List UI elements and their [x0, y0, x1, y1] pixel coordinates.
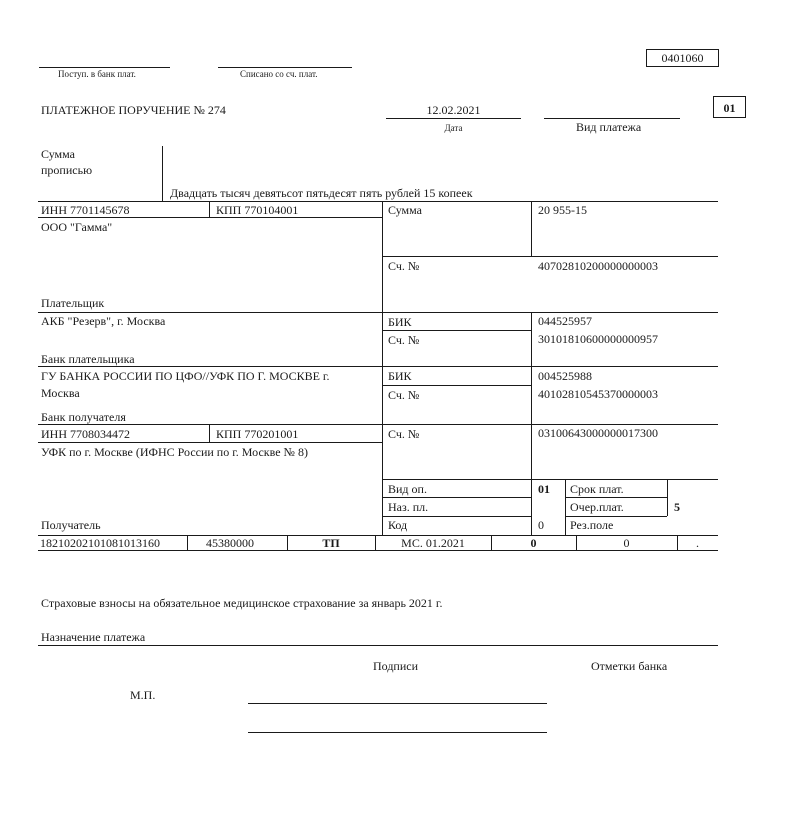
priority-value: 5	[674, 500, 680, 514]
order-date: 12.02.2021	[426, 103, 481, 117]
doc-number-value: 0	[530, 536, 537, 550]
grid-line	[667, 479, 668, 516]
grid-line	[382, 256, 718, 257]
grid-line	[209, 424, 210, 442]
deadline-label: Срок плат.	[570, 482, 624, 496]
payer-kpp: КПП 770104001	[216, 203, 299, 217]
oktmo-value: 45380000	[206, 536, 254, 550]
payee-inn: ИНН 7708034472	[41, 427, 130, 441]
amount-words-divider	[162, 146, 163, 201]
purpose-code-label: Наз. пл.	[388, 500, 429, 514]
grid-line	[38, 424, 718, 425]
grid-line	[531, 366, 532, 424]
signature-line-2	[248, 732, 547, 733]
signatures-label: Подписи	[373, 659, 419, 673]
priority-label: Очер.плат.	[570, 500, 624, 514]
signature-line-1	[248, 703, 547, 704]
payee-name: УФК по г. Москве (ИФНС России по г. Москве № 8)	[41, 445, 308, 459]
reserve-label: Рез.поле	[570, 518, 614, 532]
payer-name: ООО "Гамма"	[41, 220, 113, 234]
doc-date-value: 0	[623, 536, 630, 550]
purpose-label: Назначение платежа	[41, 630, 146, 644]
grid-line	[38, 217, 382, 218]
payer-bank-bik-label: БИК	[388, 315, 412, 329]
received-label: Поступ. в банк плат.	[58, 69, 136, 79]
grid-line	[38, 312, 718, 313]
date-label: Дата	[444, 123, 463, 133]
payee-bank-bik-label: БИК	[388, 369, 412, 383]
code-label: Код	[388, 518, 408, 532]
code-value: 0	[538, 518, 544, 532]
payer-inn: ИНН 7701145678	[41, 203, 130, 217]
payer-bank-label: Банк плательщика	[41, 352, 135, 366]
payee-bank-name-line1: ГУ БАНКА РОССИИ ПО ЦФО//УФК ПО Г. МОСКВЕ г.	[41, 369, 330, 383]
payment-type-line	[544, 118, 680, 119]
purpose-line	[38, 645, 718, 646]
grid-line	[382, 497, 531, 498]
grid-line	[382, 201, 383, 535]
period-value: МС. 01.2021	[401, 536, 465, 550]
operation-type-value: 01	[538, 482, 550, 496]
payer-bank-bik: 044525957	[538, 314, 592, 328]
basis-value: ТП	[322, 536, 340, 550]
payee-bank-account-label: Сч. №	[388, 388, 420, 402]
grid-line	[38, 442, 382, 443]
debited-line	[218, 67, 352, 68]
payee-bank-account: 40102810545370000003	[538, 387, 658, 401]
payer-label: Плательщик	[41, 296, 105, 310]
payee-label: Получатель	[41, 518, 101, 532]
payee-kpp: КПП 770201001	[216, 427, 299, 441]
payer-account: 40702810200000000003	[538, 259, 658, 273]
payee-bank-bik: 004525988	[538, 369, 592, 383]
grid-line	[187, 535, 188, 550]
grid-line	[38, 201, 718, 202]
amount-words-label-2: прописью	[41, 163, 93, 177]
grid-line	[38, 550, 718, 551]
grid-line	[565, 497, 667, 498]
amount-label: Сумма	[388, 203, 422, 217]
stamp-label: М.П.	[130, 688, 156, 702]
extra-value: .	[696, 536, 699, 550]
date-line	[386, 118, 521, 119]
grid-line	[382, 385, 531, 386]
kbk-value: 18210202101081013160	[40, 536, 160, 550]
grid-line	[565, 479, 566, 535]
payment-type-label: Вид платежа	[576, 120, 642, 134]
grid-line	[565, 516, 667, 517]
payer-account-label: Сч. №	[388, 259, 420, 273]
form-code: 0401060	[661, 51, 704, 65]
page-title: ПЛАТЕЖНОЕ ПОРУЧЕНИЕ № 274	[41, 103, 226, 117]
purpose-text: Страховые взносы на обязательное медицинское страхование за январь 2021 г.	[41, 596, 443, 610]
grid-line	[38, 366, 718, 367]
status-code: 01	[723, 101, 736, 115]
payer-bank-name: АКБ "Резерв", г. Москва	[41, 314, 166, 328]
amount-value: 20 955-15	[538, 203, 587, 217]
grid-line	[382, 330, 531, 331]
amount-words-label-1: Сумма	[41, 147, 75, 161]
received-line	[39, 67, 170, 68]
operation-type-label: Вид оп.	[388, 482, 427, 496]
grid-line	[209, 201, 210, 217]
amount-in-words: Двадцать тысяч девятьсот пятьдесят пять рублей 15 копеек	[170, 186, 473, 200]
grid-line	[382, 516, 531, 517]
grid-line	[531, 201, 532, 256]
grid-line	[531, 312, 532, 366]
payee-account-label: Сч. №	[388, 427, 420, 441]
payee-bank-label: Банк получателя	[41, 410, 126, 424]
bank-marks-label: Отметки банка	[591, 659, 668, 673]
debited-label: Списано со сч. плат.	[240, 69, 318, 79]
payer-bank-account: 30101810600000000957	[538, 332, 658, 346]
payee-bank-name-line2: Москва	[41, 386, 80, 400]
payee-account: 03100643000000017300	[538, 426, 658, 440]
payer-bank-account-label: Сч. №	[388, 333, 420, 347]
